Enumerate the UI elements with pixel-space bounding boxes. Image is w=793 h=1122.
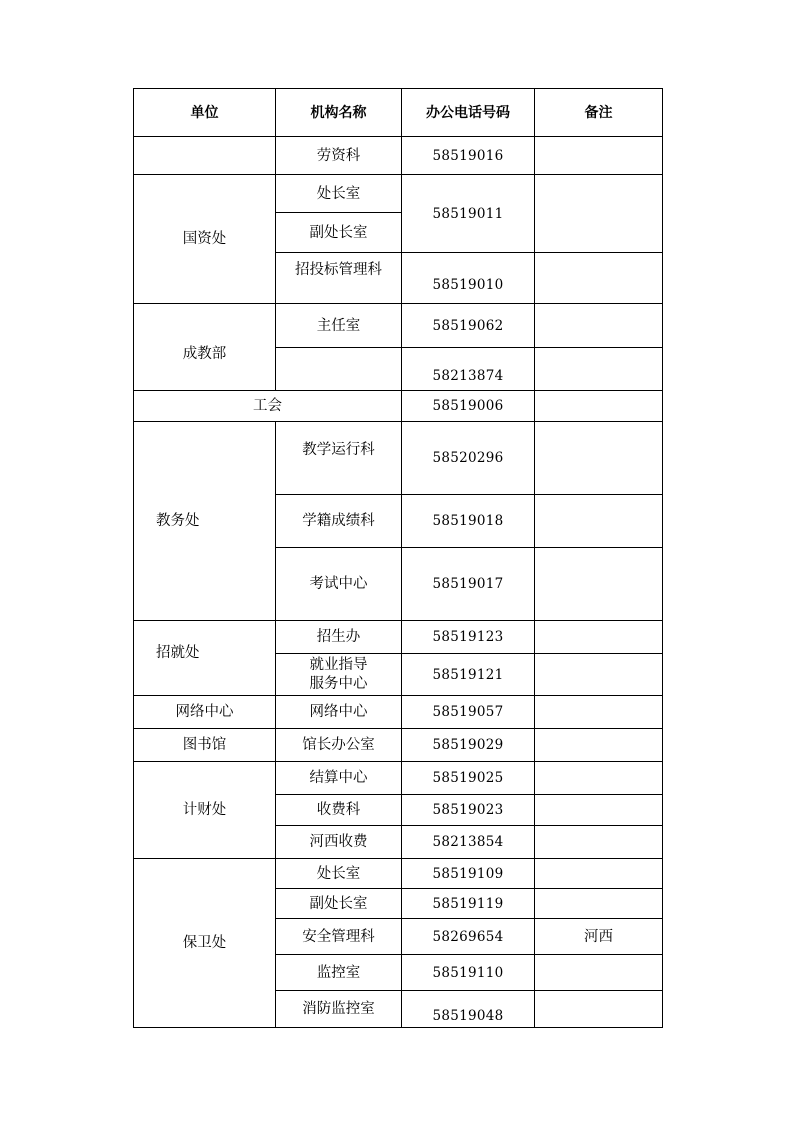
phone-cell: 58213854 [402,826,535,859]
phone-cell: 58519119 [402,889,535,919]
table-row [134,696,663,729]
header-row [134,89,663,137]
phone-cell: 58519062 [402,304,535,348]
org-cell [276,348,402,391]
table-row [134,391,663,422]
org-cell: 处长室 [276,175,402,213]
unit-cell [134,137,276,175]
phone-cell: 58519018 [402,495,535,548]
note-cell [535,422,663,495]
org-cell: 招投标管理科 [276,253,402,304]
header-note: 备注 [535,89,663,137]
phone-cell: 58519016 [402,137,535,175]
table-row [134,729,663,762]
note-cell [535,729,663,762]
header-org: 机构名称 [276,89,402,137]
unit-cell: 教务处 [134,422,276,621]
phone-cell: 58519025 [402,762,535,795]
unit-cell: 图书馆 [134,729,276,762]
org-cell: 收费科 [276,795,402,826]
org-line-1: 就业指导 [309,656,368,673]
unit-cell: 计财处 [134,762,276,859]
phone-cell: 58519023 [402,795,535,826]
note-cell [535,495,663,548]
table-row [134,304,663,348]
org-cell: 消防监控室 [276,991,402,1028]
note-cell [535,137,663,175]
org-cell: 结算中心 [276,762,402,795]
note-cell [535,889,663,919]
note-cell [535,762,663,795]
org-cell: 考试中心 [276,548,402,621]
note-cell: 河西 [535,919,663,955]
note-cell [535,348,663,391]
org-cell: 学籍成绩科 [276,495,402,548]
table-row [134,175,663,213]
org-cell: 主任室 [276,304,402,348]
table-row [134,422,663,495]
org-cell: 馆长办公室 [276,729,402,762]
note-cell [535,304,663,348]
note-cell [535,795,663,826]
unit-cell: 成教部 [134,304,276,391]
header-unit: 单位 [134,89,276,137]
org-cell: 劳资科 [276,137,402,175]
phone-cell: 58519057 [402,696,535,729]
org-cell: 监控室 [276,955,402,991]
note-cell [535,955,663,991]
note-cell [535,548,663,621]
unit-cell: 招就处 [134,621,276,696]
phone-cell: 58519010 [402,253,535,304]
phone-directory-table [133,88,663,1028]
phone-cell: 58519017 [402,548,535,621]
phone-cell: 58213874 [402,348,535,391]
note-cell [535,253,663,304]
note-cell [535,175,663,253]
org-cell: 安全管理科 [276,919,402,955]
phone-cell: 58519029 [402,729,535,762]
phone-cell: 58519109 [402,859,535,889]
org-cell: 招生办 [276,621,402,654]
table-row [134,762,663,795]
org-cell: 处长室 [276,859,402,889]
note-cell [535,991,663,1028]
unit-cell: 网络中心 [134,696,276,729]
unit-cell: 国资处 [134,175,276,304]
phone-cell: 58519123 [402,621,535,654]
unit-cell: 工会 [134,391,402,422]
org-cell: 网络中心 [276,696,402,729]
note-cell [535,696,663,729]
note-cell [535,391,663,422]
phone-cell: 58520296 [402,422,535,495]
table-row [134,621,663,654]
phone-cell: 58519048 [402,991,535,1028]
phone-cell: 58519011 [402,175,535,253]
table-row [134,137,663,175]
org-cell: 教学运行科 [276,422,402,495]
org-cell: 副处长室 [276,889,402,919]
org-cell: 副处长室 [276,213,402,253]
org-line-2: 服务中心 [309,675,368,692]
phone-cell: 58519121 [402,654,535,696]
note-cell [535,826,663,859]
table-row [134,859,663,889]
org-cell [276,654,402,696]
phone-cell: 58269654 [402,919,535,955]
org-cell: 河西收费 [276,826,402,859]
note-cell [535,859,663,889]
header-phone: 办公电话号码 [402,89,535,137]
note-cell [535,621,663,654]
unit-cell: 保卫处 [134,859,276,1028]
note-cell [535,654,663,696]
phone-cell: 58519110 [402,955,535,991]
phone-cell: 58519006 [402,391,535,422]
